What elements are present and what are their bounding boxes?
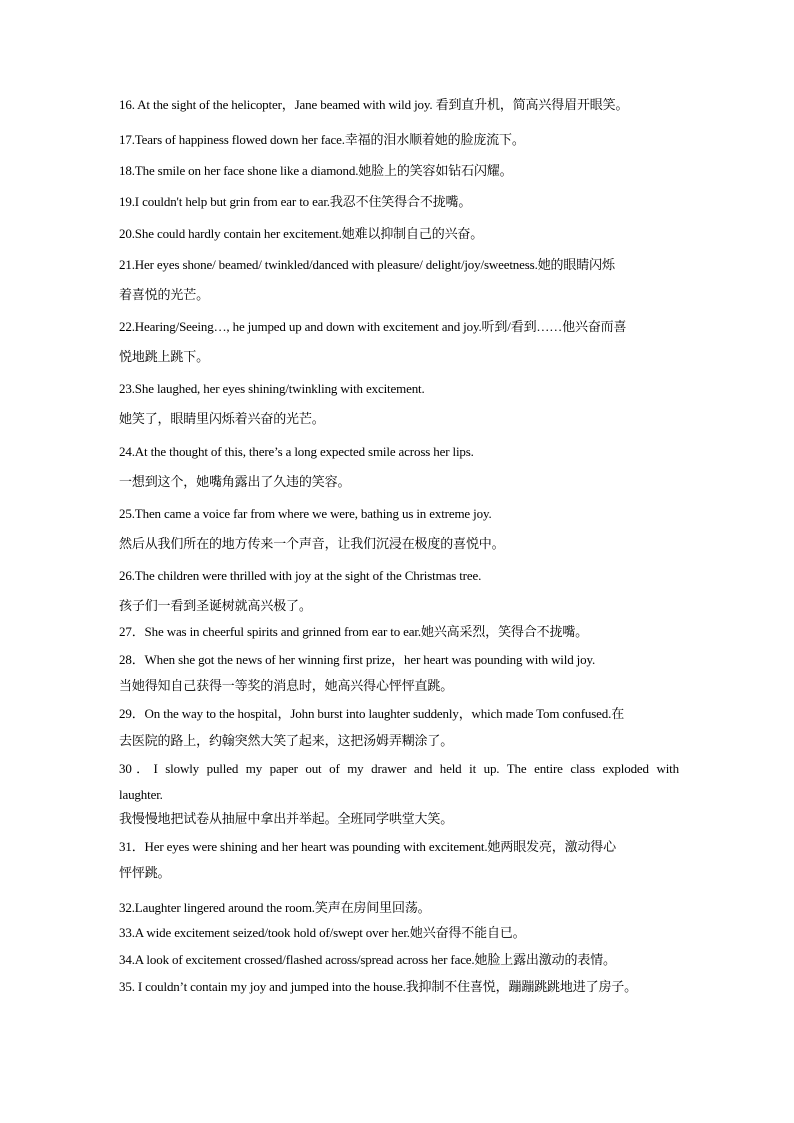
sentence-26-translation: 孩子们一看到圣诞树就高兴极了。 [119, 599, 312, 614]
sentence-21-cont: 着喜悦的光芒。 [119, 288, 209, 303]
sentence-30: 30．I slowly pulled my paper out of my drawer and held it up. The entire class exploded with [119, 761, 679, 776]
sentence-23: 23.She laughed, her eyes shining/twinkling with excitement. [119, 381, 425, 396]
sentence-20: 20.She could hardly contain her excitement.她难以抑制自己的兴奋。 [119, 226, 484, 241]
sentence-28: 28．When she got the news of her winning first prize，her heart was pounding with wild joy. [119, 652, 596, 667]
sentence-34: 34.A look of excitement crossed/flashed across/spread across her face.她脸上露出激动的表情。 [119, 952, 616, 967]
sentence-19: 19.I couldn't help but grin from ear to ear.我忍不住笑得合不拢嘴。 [119, 194, 472, 209]
sentence-16: 16. At the sight of the helicopter，Jane beamed with wild joy. 看到直升机，简高兴得眉开眼笑。 [119, 97, 629, 112]
sentence-23-translation: 她笑了，眼睛里闪烁着兴奋的光芒。 [119, 412, 325, 427]
sentence-17: 17.Tears of happiness flowed down her face.幸福的泪水顺着她的脸庞流下。 [119, 132, 525, 147]
sentence-30-translation: 我慢慢地把试卷从抽屉中拿出并举起。全班同学哄堂大笑。 [119, 812, 454, 827]
sentence-24: 24.At the thought of this, there’s a long expected smile across her lips. [119, 444, 474, 459]
sentence-30-cont: laughter. [119, 787, 163, 802]
sentence-22-cont: 悦地跳上跳下。 [119, 350, 209, 365]
sentence-26: 26.The children were thrilled with joy at the sight of the Christmas tree. [119, 568, 482, 583]
sentence-24-translation: 一想到这个，她嘴角露出了久违的笑容。 [119, 475, 351, 490]
sentence-25-translation: 然后从我们所在的地方传来一个声音，让我们沉浸在极度的喜悦中。 [119, 537, 505, 552]
sentence-33: 33.A wide excitement seized/took hold of/swept over her.她兴奋得不能自已。 [119, 925, 526, 940]
sentence-18: 18.The smile on her face shone like a diamond.她脸上的笑容如钻石闪耀。 [119, 163, 513, 178]
sentence-35: 35. I couldn’t contain my joy and jumped into the house.我抑制不住喜悦，蹦蹦跳跳地进了房子。 [119, 979, 638, 994]
sentence-32: 32.Laughter lingered around the room.笑声在房间里回荡。 [119, 900, 431, 915]
sentence-28-translation: 当她得知自己获得一等奖的消息时，她高兴得心怦怦直跳。 [119, 679, 454, 694]
sentence-29: 29．On the way to the hospital，John burst into laughter suddenly，which made Tom confused.在 [119, 706, 625, 721]
sentence-31-cont: 怦怦跳。 [119, 866, 171, 881]
sentence-21: 21.Her eyes shone/ beamed/ twinkled/danced with pleasure/ delight/joy/sweetness.她的眼睛闪烁 [119, 257, 615, 272]
sentence-31: 31．Her eyes were shining and her heart was pounding with excitement.她两眼发亮，激动得心 [119, 839, 616, 854]
sentence-25: 25.Then came a voice far from where we were, bathing us in extreme joy. [119, 506, 492, 521]
sentence-27: 27．She was in cheerful spirits and grinned from ear to ear.她兴高采烈，笑得合不拢嘴。 [119, 624, 589, 639]
sentence-29-cont: 去医院的路上，约翰突然大笑了起来，这把汤姆弄糊涂了。 [119, 734, 454, 749]
sentence-22: 22.Hearing/Seeing…, he jumped up and down with excitement and joy.听到/看到……他兴奋而喜 [119, 319, 627, 334]
